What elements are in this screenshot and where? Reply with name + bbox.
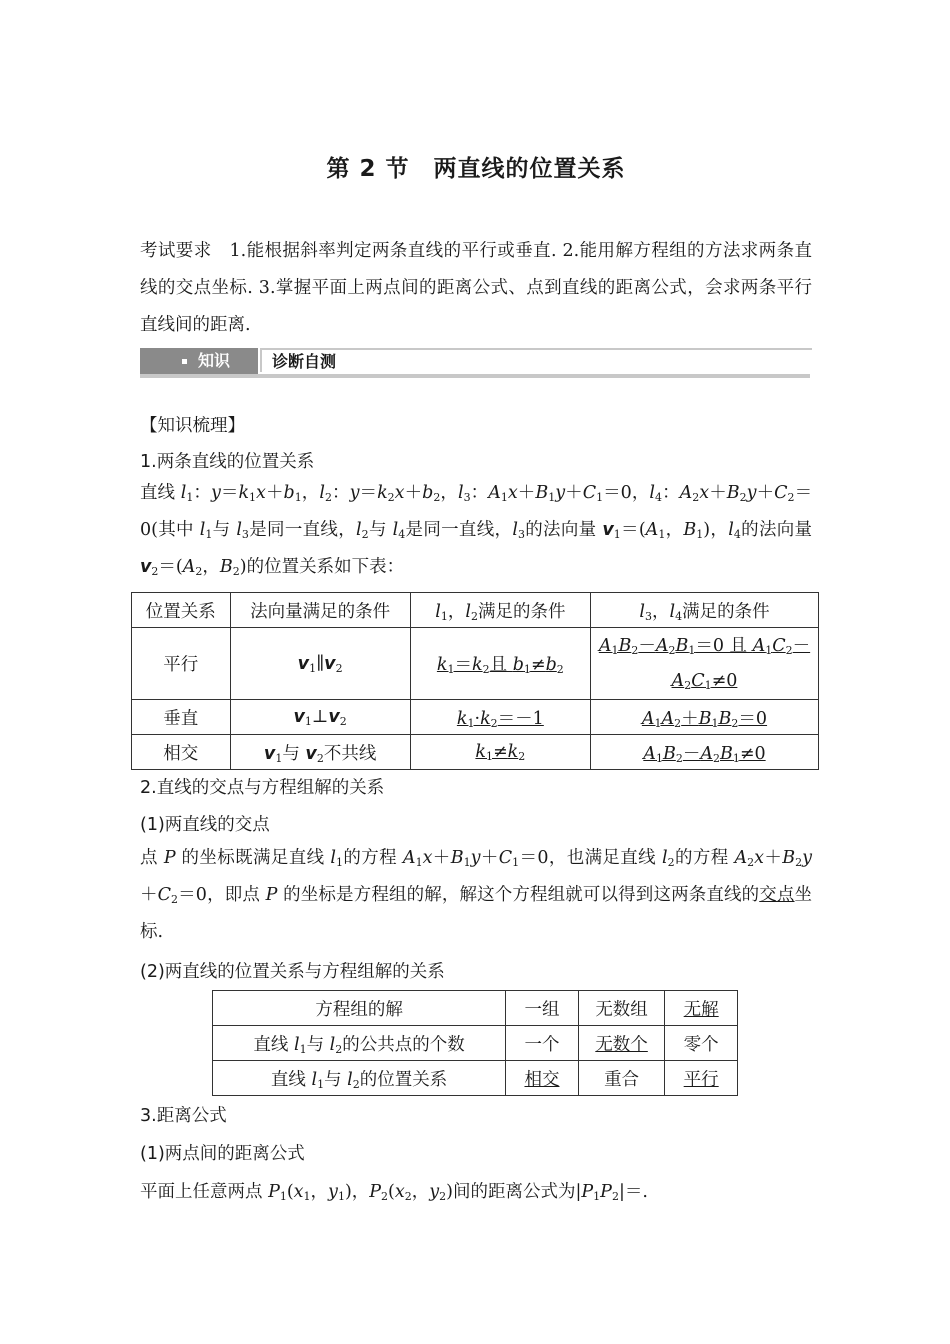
table-cell: 直线 $l_1$与 $l_2$的位置关系 (213, 1061, 506, 1096)
table-cell: 相交 (132, 735, 231, 770)
table-cell: 位置关系 (132, 593, 231, 628)
table-cell: 一个 (506, 1026, 579, 1061)
table-cell: $v_1$与 $v_2$不共线 (230, 735, 410, 770)
table-cell: 无数个 (578, 1026, 665, 1061)
table-cell: $k_1\cdot k_2=-1$ (410, 700, 590, 735)
section-banner (140, 348, 810, 376)
banner-self-test-tab: 诊断自测 (260, 348, 812, 372)
table-cell: 平行 (132, 628, 231, 700)
distance-formula-line: 平面上任意两点 $P_1(x_1$，$y_1$)，$P_2(x_2$，$y_2$)间的距离公式为$|P_1P_2|=$. (140, 1182, 648, 1203)
table-cell: $k_1=k_2$且 $b_1\ne b_2$ (410, 628, 590, 700)
table-row (132, 700, 819, 735)
equation-solution-table (212, 990, 738, 1096)
table-cell: 一组 (506, 991, 579, 1026)
table-cell: 垂直 (132, 700, 231, 735)
table-cell: $v_1\parallel v_2$ (230, 628, 410, 700)
heading-2-1: (1)两直线的交点 (140, 815, 270, 835)
banner-knowledge-tab: 知识 (140, 348, 258, 374)
table-cell: $v_1\perp v_2$ (230, 700, 410, 735)
table-header-row (132, 593, 819, 628)
table-row (132, 628, 819, 700)
heading-2: 2.直线的交点与方程组解的关系 (140, 778, 385, 798)
heading-1: 1.两条直线的位置关系 (140, 452, 315, 472)
table-cell: $l_1$，$l_2$满足的条件 (410, 593, 590, 628)
table-row (213, 1061, 738, 1096)
knowledge-heading: 【知识梳理】 (140, 416, 245, 436)
square-bullet-icon (182, 359, 187, 364)
table-cell: 零个 (665, 1026, 738, 1061)
banner-underline (140, 374, 810, 378)
table-cell: 平行 (665, 1061, 738, 1096)
exam-requirements: 考试要求 1.能根据斜率判定两条直线的平行或垂直. 2.能用解方程组的方法求两条直线的交点坐标. 3.掌握平面上两点间的距离公式、点到直线的距离公式，会求两条平行直线间的距离. (140, 241, 812, 335)
table-cell: 相交 (506, 1061, 579, 1096)
intersection-paragraph: 点 P 的坐标既满足直线 $l_1$的方程 $A_1x+B_1y+C_1=0$，也满足直线 $l_2$的方程 $A_2x+B_2y+C_2=0$，即点 P 的坐标是方程组的解，解这个方程组就可以得到这两条直线的交点坐标. (140, 848, 813, 942)
table-cell: $k_1\ne k_2$ (410, 735, 590, 770)
table-cell: $A_1B_2-A_2B_1\ne 0$ (590, 735, 818, 770)
table-cell: 法向量满足的条件 (230, 593, 410, 628)
position-relation-table (131, 592, 819, 770)
table-header-row (213, 991, 738, 1026)
table-cell: 无数组 (578, 991, 665, 1026)
heading-3-1: (1)两点间的距离公式 (140, 1144, 305, 1164)
table-cell: $l_3$，$l_4$满足的条件 (590, 593, 818, 628)
heading-2-2: (2)两直线的位置关系与方程组解的关系 (140, 962, 445, 982)
page-title: 第 2 节 两直线的位置关系 (326, 156, 626, 182)
lines-definition: 直线 $l_1$：$y=k_1x+b_1$，$l_2$：$y=k_2x+b_2$，$l_3$：$A_1x+B_1y+C_1=0$，$l_4$：$A_2x+B_2y+C_2=0$(其中 $l_1$与 $l_3$是同一直线，$l_2$与 $l_4$是同一直线，$l_3$的法向量 $v_1=(A_1$，$B_1$)，$l_4$的法向量 $v_2=(A_2$，$B_2$)的位置关系如下表： (140, 483, 813, 578)
table-cell: 方程组的解 (213, 991, 506, 1026)
table-cell: $A_1B_2-A_2B_1=0$ 且 $A_1C_2-$ $A_2C_1\ne 0$ (590, 628, 818, 700)
table-row (132, 735, 819, 770)
table-cell: $A_1A_2+B_1B_2=0$ (590, 700, 818, 735)
heading-3: 3.距离公式 (140, 1106, 227, 1126)
table-cell: 重合 (578, 1061, 665, 1096)
table-cell: 直线 $l_1$与 $l_2$的公共点的个数 (213, 1026, 506, 1061)
table-row (213, 1026, 738, 1061)
table-cell: 无解 (665, 991, 738, 1026)
